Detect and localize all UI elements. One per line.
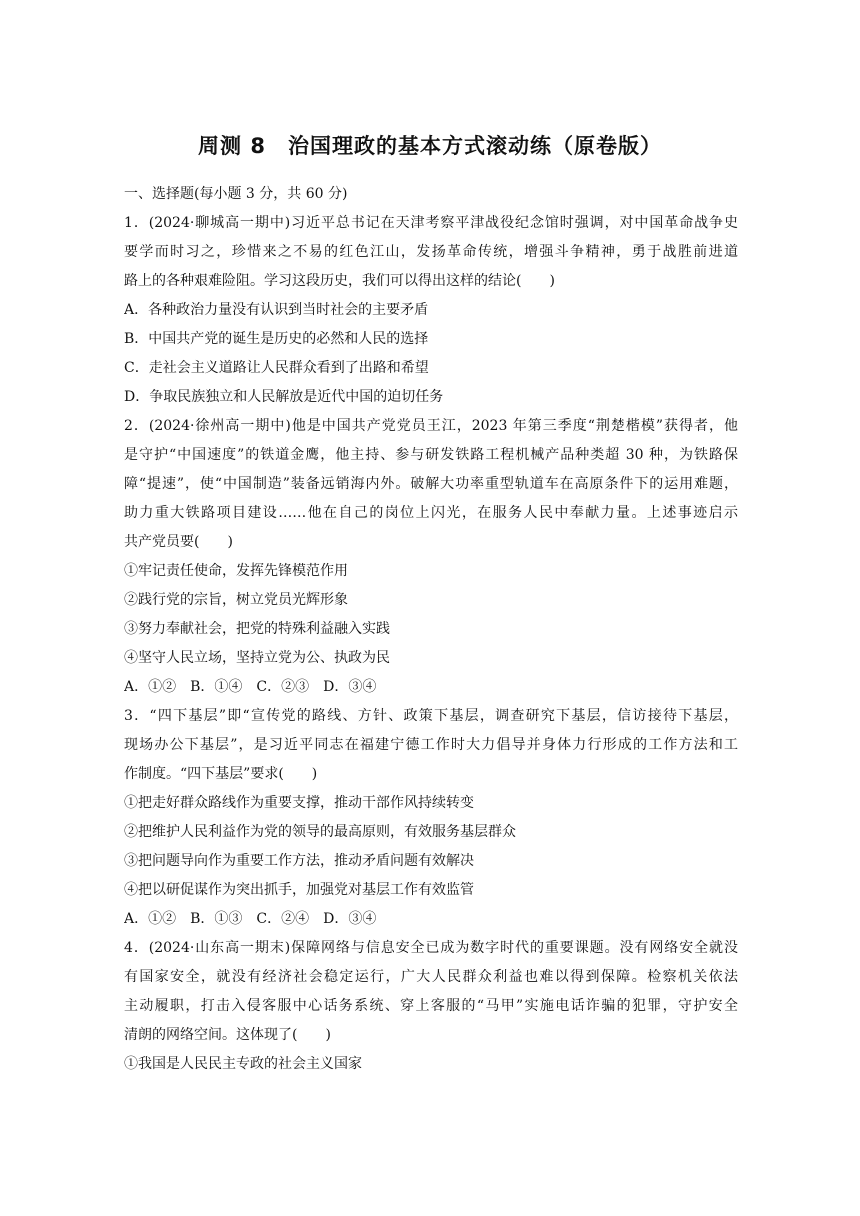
question-4-statement-1: ①我国是人民民主专政的社会主义国家 bbox=[124, 1056, 362, 1072]
question-3-statement-2: ②把维护人民利益作为党的领导的最高原则，有效服务基层群众 bbox=[124, 824, 516, 840]
question-4-stem-line: 主动履职，打击入侵客服中心话务系统、穿上客服的“马甲”实施电话诈骗的犯罪，守护安全 bbox=[124, 998, 738, 1014]
question-3-statement-1: ①把走好群众路线作为重要支撑，推动干部作风持续转变 bbox=[124, 795, 474, 811]
question-2-answer-choices: A．①② B．①④ C．②③ D．③④ bbox=[124, 679, 377, 695]
question-3-stem-line: 3．“四下基层”即“宣传党的路线、方针、政策下基层，调查研究下基层，信访接待下基层， bbox=[124, 708, 738, 724]
question-1-option-d: D．争取民族独立和人民解放是近代中国的迫切任务 bbox=[124, 389, 444, 405]
question-4-stem-line: 清朗的网络空间。这体现了( ) bbox=[124, 1027, 331, 1043]
question-4-stem-line: 有国家安全，就没有经济社会稳定运行，广大人民群众利益也难以得到保障。检察机关依法 bbox=[124, 969, 738, 985]
question-3-statement-4: ④把以研促谋作为突出抓手，加强党对基层工作有效监管 bbox=[124, 882, 474, 898]
question-3-answer-choices: A．①② B．①③ C．②④ D．③④ bbox=[124, 911, 377, 927]
question-3-stem-line: 现场办公下基层”，是习近平同志在福建宁德工作时大力倡导并身体力行形成的工作方法和工 bbox=[124, 737, 738, 753]
question-2-stem-line: 是守护“中国速度”的铁道金鹰，他主持、参与研发铁路工程机械产品种类超 30 种，为铁路保 bbox=[124, 447, 738, 463]
question-1-stem-line: 1．(2024·聊城高一期中)习近平总书记在天津考察平津战役纪念馆时强调，对中国革命战争史 bbox=[124, 215, 738, 231]
question-1-option-a: A．各种政治力量没有认识到当时社会的主要矛盾 bbox=[124, 302, 429, 318]
question-1-stem-line: 要学而时习之，珍惜来之不易的红色江山，发扬革命传统，增强斗争精神，勇于战胜前进道 bbox=[124, 244, 738, 260]
question-3-stem-line: 作制度。“四下基层”要求( ) bbox=[124, 766, 318, 782]
question-3-statement-3: ③把问题导向作为重要工作方法，推动矛盾问题有效解决 bbox=[124, 853, 474, 869]
question-1-option-c: C．走社会主义道路让人民群众看到了出路和希望 bbox=[124, 360, 429, 376]
question-2-stem-line: 共产党员要( ) bbox=[124, 534, 233, 550]
question-2-stem-line: 助力重大铁路项目建设……他在自己的岗位上闪光，在服务人民中奉献力量。上述事迹启示 bbox=[124, 505, 738, 521]
page-title: 周测 8 治国理政的基本方式滚动练（原卷版） bbox=[198, 134, 662, 158]
question-1-stem-line: 路上的各种艰难险阻。学习这段历史，我们可以得出这样的结论( ) bbox=[124, 273, 555, 289]
section-heading: 一、选择题(每小题 3 分，共 60 分) bbox=[124, 186, 348, 202]
question-2-statement-1: ①牢记责任使命，发挥先锋模范作用 bbox=[124, 563, 348, 579]
question-2-statement-4: ④坚守人民立场，坚持立党为公、执政为民 bbox=[124, 650, 390, 666]
question-4-stem-line: 4．(2024·山东高一期末)保障网络与信息安全已成为数字时代的重要课题。没有网络安全就没 bbox=[124, 940, 738, 956]
question-2-stem-line: 障“提速”，使“中国制造”装备远销海内外。破解大功率重型轨道车在高原条件下的运用难题， bbox=[124, 476, 738, 492]
question-2-statement-2: ②践行党的宗旨，树立党员光辉形象 bbox=[124, 592, 348, 608]
question-2-stem-line: 2．(2024·徐州高一期中)他是中国共产党党员王江，2023 年第三季度“荆楚楷模”获得者，他 bbox=[124, 418, 738, 434]
question-1-option-b: B．中国共产党的诞生是历史的必然和人民的选择 bbox=[124, 331, 429, 347]
question-content bbox=[124, 180, 738, 1079]
question-2-statement-3: ③努力奉献社会，把党的特殊利益融入实践 bbox=[124, 621, 390, 637]
